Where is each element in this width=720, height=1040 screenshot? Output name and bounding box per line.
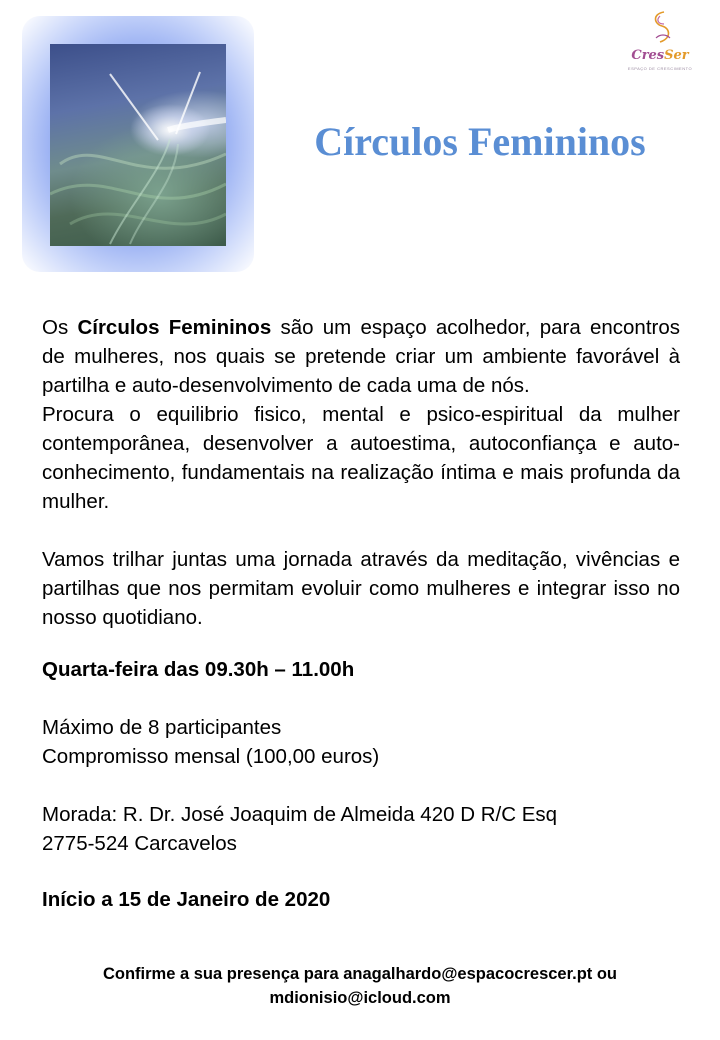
logo-tagline: ESPAÇO DE CRESCIMENTO (627, 66, 693, 71)
commitment-text: Compromisso mensal (100,00 euros) (42, 745, 380, 768)
logo-swirl-icon (620, 8, 700, 50)
cresser-logo (620, 8, 700, 72)
feminine-artwork-image (50, 44, 226, 246)
logo-word-part1: Cres (631, 48, 665, 63)
intro-bold-name: Círculos Femininos (77, 316, 272, 339)
schedule-text: Quarta-feira das 09.30h – 11.00h (42, 658, 355, 681)
page-title: Círculos Femininos (314, 119, 646, 164)
intro-paragraph-3: Vamos trilhar juntas uma jornada através da meditação, vivências e partilhas que nos permitam evoluir como mulheres e integrar isso no nosso quotidiano. (42, 548, 680, 629)
rsvp-line-2: mdionisio@icloud.com (269, 989, 451, 1007)
intro-paragraph-1 (42, 313, 680, 400)
intro-paragraph-2: Procura o equilibrio fisico, mental e psico-espiritual da mulher contemporânea, desenvolver a autoestima, autoconfiança e auto-conhecimento, fundamentais na realização íntima e mais profunda da mulher. (42, 403, 680, 513)
capacity-text: Máximo de 8 participantes (42, 716, 282, 739)
intro-prefix: Os (42, 316, 78, 339)
logo-word-part2: Ser (664, 48, 689, 63)
address-line-2: 2775-524 Carcavelos (42, 832, 237, 855)
rsvp-line-1: Confirme a sua presença para anagalhardo@espacocrescer.pt ou (102, 965, 618, 983)
start-date-text: Início a 15 de Janeiro de 2020 (42, 888, 331, 911)
main-content (42, 313, 680, 914)
address-line-1: Morada: R. Dr. José Joaquim de Almeida 420 D R/C Esq (42, 803, 558, 826)
logo-wordmark (620, 48, 700, 63)
rsvp-footer (40, 962, 680, 1010)
intro-rest: são um espaço acolhedor, para encontros de mulheres, nos quais se pretende criar um ambiente favorável à partilha e auto-desenvolvimento de cada uma de nós. (42, 316, 680, 397)
